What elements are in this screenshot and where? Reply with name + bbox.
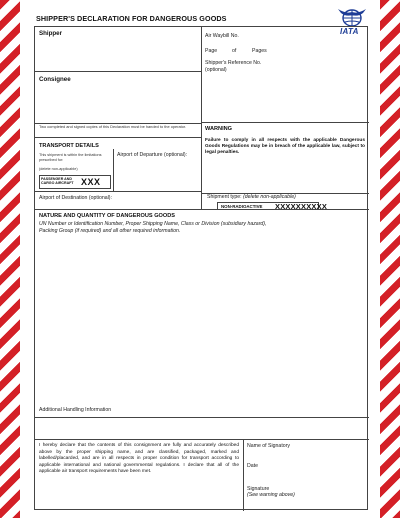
copies-note: Two completed and signed copies of this Declaration must be handed to the operator. (39, 124, 187, 129)
signature-label: Signature (247, 486, 270, 492)
nature-instructions-line2: Packing Group (if required) and all other required information. (39, 228, 181, 234)
shipper-reference-label: Shipper's Reference No. (205, 60, 262, 66)
consignee-label: Consignee (39, 76, 71, 83)
form-title: SHIPPER'S DECLARATION FOR DANGEROUS GOODS (36, 14, 227, 23)
passenger-cargo-label: PASSENGER AND CARGO AIRCRAFT (41, 177, 74, 186)
passenger-cargo-deleted-mark: XXX (81, 177, 101, 187)
left-hatch-border (0, 0, 20, 518)
right-hatch-border (380, 0, 400, 518)
warning-label: WARNING (205, 126, 233, 132)
page-label: Page (205, 48, 218, 54)
iata-logo-text: IATA (340, 27, 359, 36)
shipper-label: Shipper (39, 30, 63, 37)
non-radioactive-label: NON-RADIOACTIVE (221, 204, 263, 209)
date-label: Date (247, 463, 258, 469)
delete-non-applicable-text: (delete non-applicable) (39, 167, 78, 171)
airport-departure-label: Airport of Departure (optional): (117, 152, 188, 158)
air-waybill-label: Air Waybill No. (205, 33, 239, 39)
shipment-type-label-text: Shipment type: (207, 194, 242, 200)
radioactive-deleted-mark: XXXXXXXXXX (275, 201, 328, 211)
transport-details-label: TRANSPORT DETAILS (39, 143, 99, 149)
nature-instructions-line1: UN Number or Identification Number, Proper Shipping Name, Class or Division (subsidiary hazard), (39, 221, 267, 227)
limitations-text: This shipment is within the limitations prescribed for: (39, 153, 102, 162)
shipment-type-delete-note: (delete non-applicable) (243, 194, 296, 200)
nature-quantity-label: NATURE AND QUANTITY OF DANGEROUS GOODS (39, 213, 176, 219)
airport-destination-label: Airport of Destination (optional): (39, 195, 112, 201)
additional-handling-label: Additional Handling Information (39, 407, 112, 413)
declaration-form (34, 26, 368, 510)
shipment-type-label (207, 194, 296, 201)
name-of-signatory-label: Name of Signatory (247, 443, 290, 449)
of-label: of (232, 48, 237, 54)
shipper-reference-optional: (optional) (205, 67, 227, 73)
warning-text: Failure to comply in all respects with the applicable Dangerous Goods Regulations may be in breach of the applicable law, subject to legal penalties. (205, 138, 365, 155)
pages-label: Pages (252, 48, 267, 54)
declaration-text: I hereby declare that the contents of this consignment are fully and accurately described above by the proper shipping name, and are classified, packaged, marked and labelled/placarded, and are in all respects in proper condition for transport according to applicable international and national governmental regulations. I declare that all of the applicable air transport requirements have been met. (39, 443, 239, 475)
iata-globe-icon (336, 6, 368, 28)
signature-note: (See warning above) (247, 492, 295, 498)
